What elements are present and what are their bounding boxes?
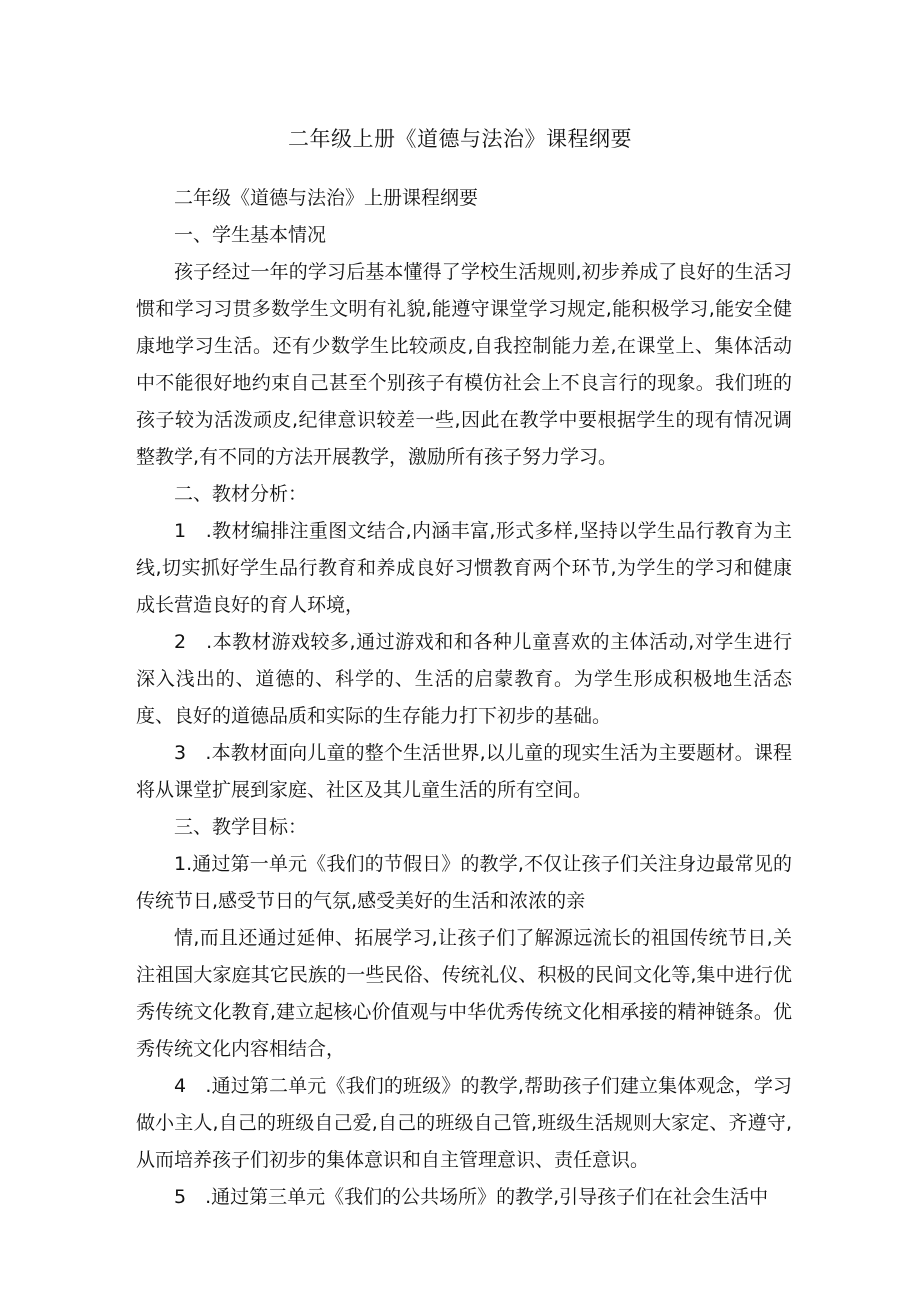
document-title: 二年级上册《道德与法治》课程纲要 [288, 127, 632, 151]
paragraph-goal-5: 5 .通过第三单元《我们的公共场所》的教学,引导孩子们在社会生活中 [174, 1186, 769, 1208]
paragraph-material-2: 2 .本教材游戏较多,通过游戏和和各种儿童喜欢的主体活动,对学生进行深入浅出的、道德的、科学的、生活的启蒙教育。为学生形成积极地生活态度、良好的道德品质和实际的生存能力打下初步的基础。 [136, 631, 792, 727]
paragraph-material-3: 3 .本教材面向儿童的整个生活世界,以儿童的现实生活为主要题材。课程将从课堂扩展到家庭、社区及其儿童生活的所有空间。 [136, 742, 792, 801]
document-body [136, 180, 792, 1216]
section-heading-3: 三、教学目标： [174, 816, 308, 838]
paragraph-student-situation: 孩子经过一年的学习后基本懂得了学校生活规则,初步养成了良好的生活习惯和学习习贯多数学生文明有礼貌,能遵守课堂学习规定,能积极学习,能安全健康地学习生活。还有少数学生比较顽皮,自我控制能力差,在课堂上、集体活动中不能很好地约束自己甚至个别孩子有模仿社会上不良言行的现象。我们班的孩子较为活泼顽皮,纪律意识较差一些,因此在教学中要根据学生的现有情况调整教学,有不同的方法开展教学，激励所有孩子努力学习。 [136, 261, 792, 468]
paragraph-goal-4: 4 .通过第二单元《我们的班级》的教学,帮助孩子们建立集体观念，学习做小主人,自己的班级自己爱,自己的班级自己管,班级生活规则大家定、齐遵守,从而培养孩子们初步的集体意识和自主管理意识、责任意识。 [136, 1075, 792, 1171]
section-heading-2: 二、教材分析： [174, 483, 308, 505]
paragraph-material-1: 1 .教材编排注重图文结合,内涵丰富,形式多样,坚持以学生品行教育为主线,切实抓好学生品行教育和养成良好习惯教育两个环节,为学生的学习和健康成长营造良好的育人环境， [136, 520, 792, 616]
paragraph-goal-1: 1.通过第一单元《我们的节假日》的教学,不仅让孩子们关注身边最常见的传统节日,感受节日的气氛,感受美好的生活和浓浓的亲 [136, 853, 792, 912]
paragraph-goal-1-continued: 情,而且还通过延伸、拓展学习,让孩子们了解源远流长的祖国传统节日,关注祖国大家庭其它民族的一些民俗、传统礼仪、积极的民间文化等,集中进行优秀传统文化教育,建立起核心价值观与中华优秀传统文化相承接的精神链条。优秀传统文化内容相结合， [136, 927, 792, 1060]
subtitle-paragraph: 二年级《道德与法治》上册课程纲要 [174, 187, 479, 209]
section-heading-1: 一、学生基本情况 [174, 224, 327, 246]
